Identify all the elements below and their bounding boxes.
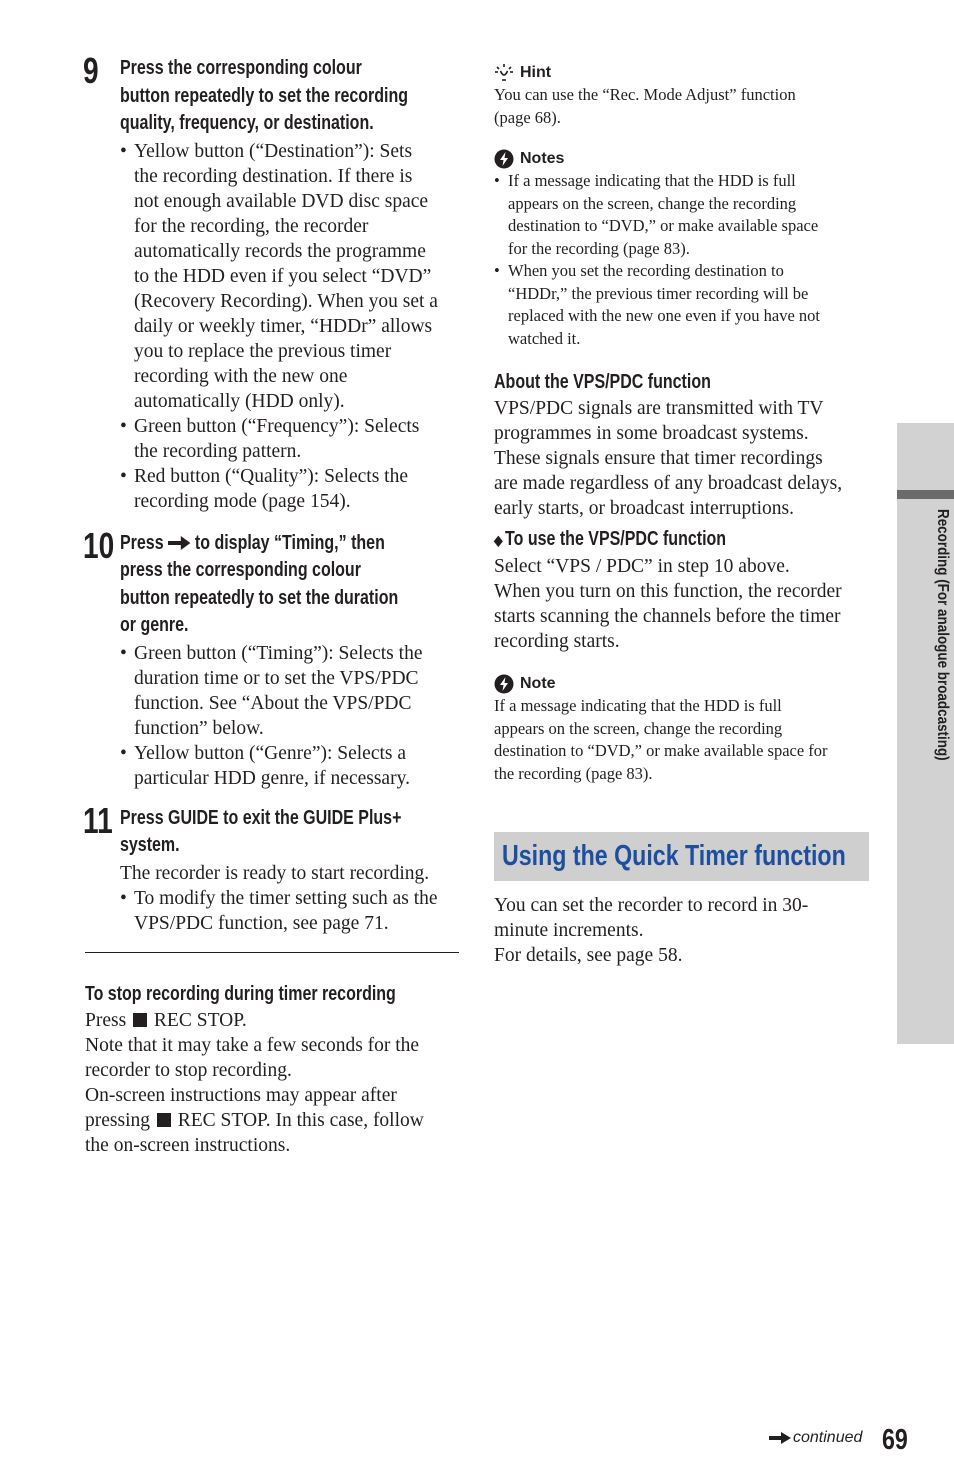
step-9	[83, 50, 457, 514]
lightbulb-icon	[494, 63, 514, 83]
stop-recording-section: To stop recording during timer recording Press REC STOP. Note that it may take a few seconds for the recorder to stop recording. On-screen instructions may appear after pressing REC STOP. In this case, follow the on-screen instructions.	[85, 983, 424, 1156]
vps-section: About the VPS/PDC function VPS/PDC signals are transmitted with TV programmes in some broadcast systems. These signals ensure that timer recordings are made regardless of any broadcast delays, early starts, or broadcast interruptions. ◆ To use the VPS/PDC function Select “VPS / PDC” in step 10 above. When you turn on this function, the recorder starts scanning the channels before the timer recording starts.	[494, 371, 843, 652]
step-number: 10	[83, 524, 115, 566]
subsection-heading: ◆ To use the VPS/PDC function	[494, 526, 794, 554]
step-heading: Press the corresponding colour button repeatedly to set the recording quality, frequency, or destination.	[120, 57, 409, 134]
list-item: • Green button (“Frequency”): Selects the recording pattern.	[120, 414, 457, 464]
list-item: • Red button (“Quality”): Selects the recording mode (page 154).	[120, 464, 457, 514]
hint-label: Hint	[520, 64, 552, 81]
warning-icon	[494, 674, 514, 694]
stop-icon	[133, 1013, 147, 1027]
warning-icon	[494, 149, 514, 169]
section-heading: To stop recording during timer recording	[85, 983, 396, 1005]
list-item: • If a message indicating that the HDD is full appears on the screen, change the recording destination to “DVD,” or make available space for the recording (page 83).	[494, 170, 869, 260]
step-11	[83, 799, 457, 936]
step-heading: Press to display “Timing,” then press the corresponding colour button repeatedly to set the duration or genre.	[120, 531, 399, 636]
note-block: Note If a message indicating that the HDD is full appears on the screen, change the recording destination to “DVD,” or make available space for the recording (page 83).	[494, 675, 828, 783]
page-number: 69	[882, 1424, 908, 1456]
quick-timer-text: You can set the recorder to record in 30- minute increments. For details, see page 58.	[494, 895, 809, 966]
list-item: • Yellow button (“Genre”): Selects a particular HDD genre, if necessary.	[120, 741, 457, 791]
chapter-side-tab	[897, 423, 954, 1044]
divider	[85, 952, 459, 953]
right-column	[494, 62, 869, 785]
list-item: • Yellow button (“Destination”): Sets the recording destination. If there is not enough available DVD disc space for the recording, the recorder automatically records the programme to the HDD even if you select “DVD” (Recovery Recording). When you set a daily or weekly timer, “HDDr” allows you to replace the previous timer recording with the new one automatically (HDD only).	[120, 139, 457, 414]
list-item: • To modify the timer setting such as the VPS/PDC function, see page 71.	[120, 886, 457, 936]
left-column	[83, 50, 457, 936]
step-10	[83, 524, 457, 791]
step-number: 11	[83, 799, 113, 841]
step-number: 9	[83, 50, 99, 91]
arrow-right-icon	[168, 536, 190, 550]
stop-icon	[157, 1113, 171, 1127]
section-heading: About the VPS/PDC function	[494, 371, 711, 393]
continued-indicator: continued	[769, 1427, 862, 1449]
section-title: Using the Quick Timer function	[502, 840, 846, 872]
hint-block	[494, 62, 869, 129]
diamond-icon: ◆	[494, 532, 503, 548]
notes-block	[494, 148, 869, 350]
notes-label: Notes	[520, 150, 565, 167]
section-title-banner	[494, 832, 869, 881]
hint-text: You can use the “Rec. Mode Adjust” function (page 68).	[494, 85, 796, 127]
chapter-label: Recording (For analogue broadcasting)	[934, 509, 951, 761]
step-text: The recorder is ready to start recording.	[120, 862, 430, 884]
note-label: Note	[520, 675, 556, 692]
list-item: • Green button (“Timing”): Selects the duration time or to set the VPS/PDC function. See “About the VPS/PDC function” below.	[120, 641, 457, 741]
arrow-right-icon	[769, 1432, 791, 1444]
chapter-marker	[897, 490, 954, 499]
step-heading: Press GUIDE to exit the GUIDE Plus+ system.	[120, 806, 402, 856]
list-item: • When you set the recording destination to “HDDr,” the previous timer recording will be replaced with the new one even if you have not watched it.	[494, 260, 869, 350]
